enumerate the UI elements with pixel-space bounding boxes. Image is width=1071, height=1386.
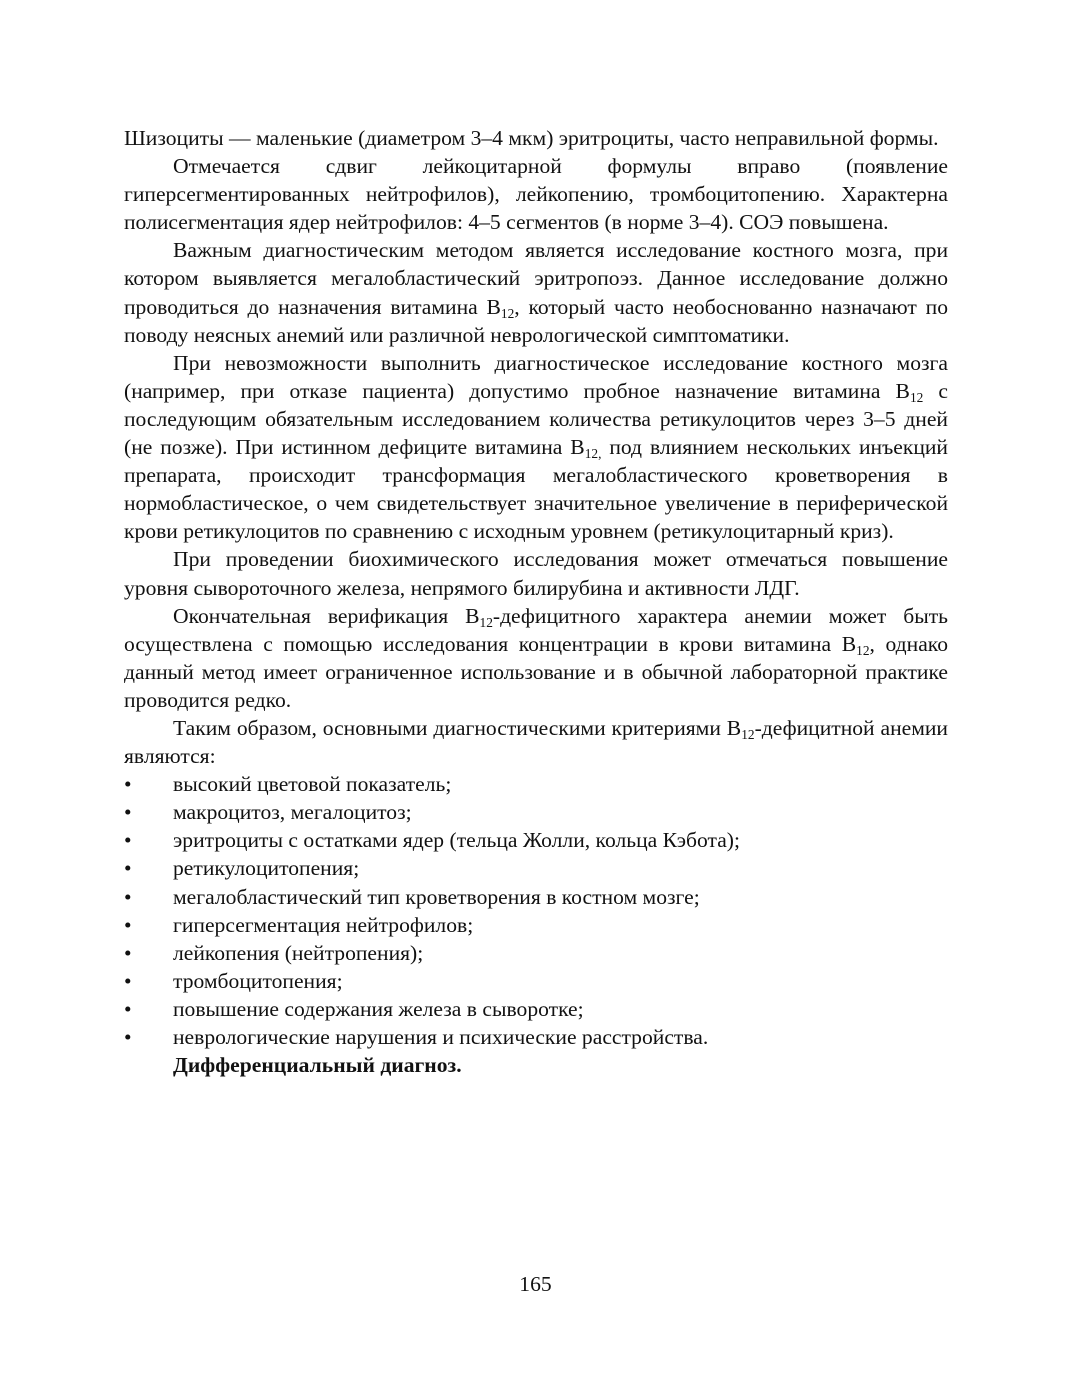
paragraph-leukocyte-shift: Отмечается сдвиг лейкоцитарной формулы вправо (появление гиперсегментированных нейтрофилов), лейкопению, тромбоцитопению. Характерна полисегментация ядер нейтрофилов: 4–5 сегментов (в норме 3–4). СОЭ повышена. (124, 154, 948, 235)
list-item: • ретикулоцитопения; (124, 854, 948, 882)
paragraph-schizocytes: Шизоциты — маленькие (диаметром 3–4 мкм) эритроциты, часто неправильной формы. (124, 126, 939, 150)
subscript: 12, (584, 446, 602, 462)
list-item: • мегалобластический тип кроветворения в костном мозге; (124, 883, 948, 911)
subscript: 12 (479, 614, 493, 630)
text-segment: под влиянием нескольких инъекций препарата, происходит трансформация мегалобластического кроветворения в нормобластическое, о чем свидетельствует значительное увеличение в периферической крови ретикулоцитов по сравнению с исходным уровнем (ретикулоцитарный криз). (124, 435, 948, 544)
text-segment: Окончательная верификация В (173, 603, 480, 628)
subscript: 12 (500, 305, 515, 321)
paragraph-bone-marrow (124, 236, 948, 348)
paragraph-criteria-intro (124, 714, 948, 770)
list-item: • высокий цветовой показатель; (124, 770, 948, 798)
text-segment: -дефицитного характера анемии может быть осуществлена с помощью исследования концентрации в крови витамина В (124, 603, 948, 656)
subscript: 12 (856, 642, 870, 658)
paragraph-biochemistry: При проведении биохимического исследования может отмечаться повышение уровня сывороточного железа, непрямого билирубина и активности ЛДГ. (124, 547, 948, 600)
subscript: 12 (909, 389, 924, 405)
text-segment: При невозможности выполнить диагностическое исследование костного мозга (например, при отказе пациента) допустимо пробное назначение витамина В (124, 350, 948, 403)
paragraph-trial-b12 (124, 349, 948, 546)
list-item: • эритроциты с остатками ядер (тельца Жолли, кольца Кэбота); (124, 826, 948, 854)
list-item: • гиперсегментация нейтрофилов; (124, 911, 948, 939)
paragraph-verification (124, 602, 948, 714)
section-heading: Дифференциальный диагноз. (173, 1053, 462, 1078)
text-segment: , однако данный метод имеет ограниченное использование и в обычной лабораторной практике проводится редко. (124, 631, 949, 712)
list-item: • макроцитоз, мегалоцитоз; (124, 798, 948, 826)
list-item: • лейкопения (нейтропения); (124, 939, 948, 967)
criteria-list (124, 770, 948, 1051)
page-body (124, 124, 948, 1079)
text-segment: , который часто необоснованно назначают по поводу неясных анемий или различной неврологической симптоматики. (124, 294, 948, 347)
list-item: • неврологические нарушения и психические расстройства. (124, 1023, 948, 1051)
text-segment: -дефицитной анемии являются: (124, 715, 948, 769)
list-item: • повышение содержания железа в сыворотке; (124, 995, 948, 1023)
subscript: 12 (741, 726, 755, 742)
text-segment: Таким образом, основными диагностическими критериями В (173, 715, 742, 740)
page-number: 165 (519, 1272, 552, 1296)
text-segment: Важным диагностическим методом является исследование костного мозга, при котором выявляется мегалобластический эритропоэз. Данное исследование должно проводиться до назначения витамина В (124, 238, 948, 319)
list-item: • тромбоцитопения; (124, 967, 948, 995)
text-segment: с последующим обязательным исследованием количества ретикулоцитов через 3–5 дней (не позже). При истинном дефиците витамина В (124, 378, 949, 460)
